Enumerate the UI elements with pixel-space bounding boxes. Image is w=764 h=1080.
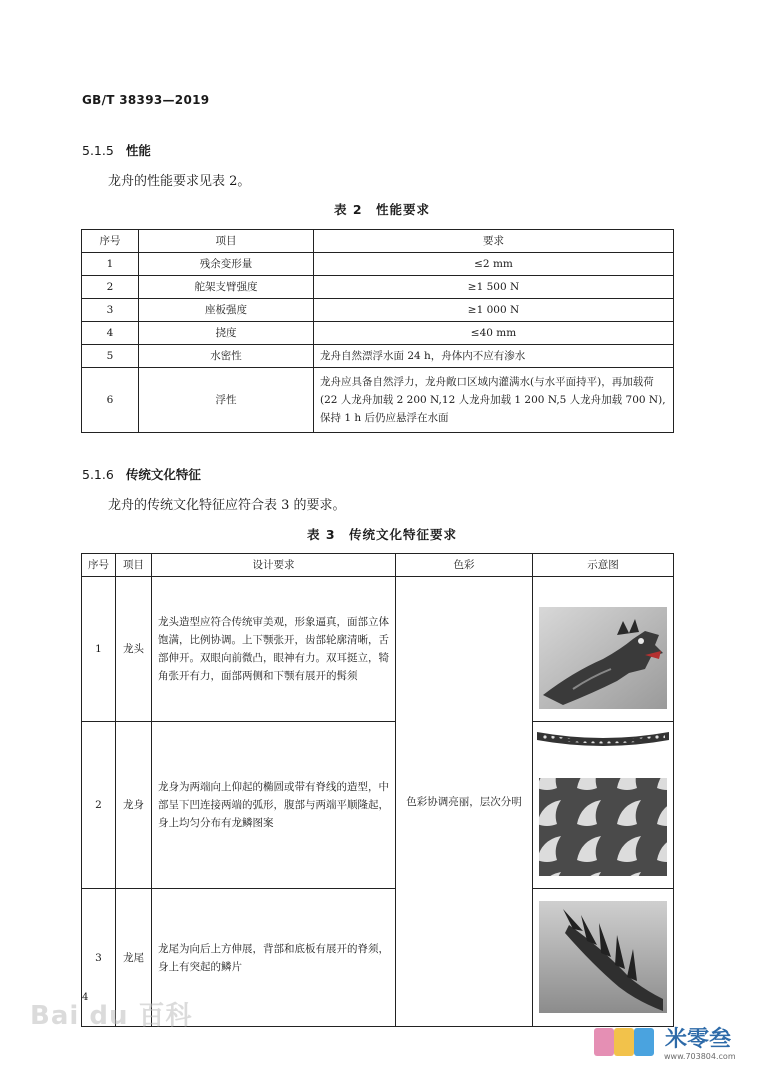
table2: [81, 229, 674, 433]
table-row: [82, 322, 674, 345]
section-516-paragraph: 龙舟的传统文化特征应符合表 3 的要求。: [108, 498, 346, 513]
color-requirement: 色彩协调亮丽，层次分明: [396, 577, 533, 1027]
dragon-body-image: [533, 722, 674, 889]
row-requirement: ≤2 mm: [314, 253, 674, 276]
row-item: 浮性: [139, 368, 314, 433]
row-item: 挠度: [139, 322, 314, 345]
row-item: 龙头: [116, 577, 152, 722]
row-item: 座板强度: [139, 299, 314, 322]
dragon-tail-image: [533, 889, 674, 1027]
site-logo-icon: [592, 1022, 662, 1062]
section-515-paragraph: 龙舟的性能要求见表 2。: [108, 174, 251, 189]
row-number: 5: [82, 345, 139, 368]
row-item: 残余变形量: [139, 253, 314, 276]
row-item: 龙尾: [116, 889, 152, 1027]
table2-header-cell: 项目: [139, 230, 314, 253]
table3-header-cell: 色彩: [396, 554, 533, 577]
row-number: 1: [82, 577, 116, 722]
row-requirement: ≥1 000 N: [314, 299, 674, 322]
row-number: 2: [82, 276, 139, 299]
table-row: [82, 253, 674, 276]
row-number: 2: [82, 722, 116, 889]
row-number: 3: [82, 299, 139, 322]
section-515-heading: [82, 141, 151, 159]
table2-header-row: [82, 230, 674, 253]
table3-header-cell: 设计要求: [152, 554, 396, 577]
site-url: www.703804.com: [664, 1052, 736, 1061]
site-brand: 米零叁: [665, 1027, 732, 1052]
table-row: [82, 276, 674, 299]
row-number: 4: [82, 322, 139, 345]
row-item: 舵架支臂强度: [139, 276, 314, 299]
section-title: 性能: [125, 143, 151, 158]
row-design-requirement: 龙头造型应符合传统审美观，形象逼真，面部立体饱满，比例协调。上下颚张开，齿部轮廓清晰，舌部伸开。双眼向前微凸，眼神有力。双耳挺立，犄角张开有力，面部两侧和下颚有展开的髯须: [152, 577, 396, 722]
row-number: 1: [82, 253, 139, 276]
table3: [81, 553, 674, 1027]
standard-code: GB/T 38393—2019: [82, 93, 210, 107]
row-requirement: ≤40 mm: [314, 322, 674, 345]
table-row: [82, 722, 674, 889]
row-requirement: 龙舟自然漂浮水面 24 h，舟体内不应有渗水: [314, 345, 674, 368]
section-number: 5.1.6: [82, 467, 114, 482]
page-mark: 4: [82, 992, 89, 1003]
table-row: [82, 368, 674, 433]
table-row: [82, 345, 674, 368]
section-number: 5.1.5: [82, 143, 114, 158]
table3-header-row: [82, 554, 674, 577]
row-design-requirement: 龙尾为向后上方伸展，背部和底板有展开的脊须，身上有突起的鳞片: [152, 889, 396, 1027]
table2-title: 表 2 性能要求: [333, 202, 431, 217]
row-number: 6: [82, 368, 139, 433]
table3-header-cell: 示意图: [533, 554, 674, 577]
table3-title: 表 3 传统文化特征要求: [306, 527, 458, 542]
row-requirement: 龙舟应具备自然浮力，龙舟敞口区域内灌满水(与水平面持平)，再加载荷(22 人龙舟加载 2 200 N,12 人龙舟加载 1 200 N,5 人龙舟加载 700 N),保持 1 h 后仍应悬浮在水面: [314, 368, 674, 433]
row-requirement: ≥1 500 N: [314, 276, 674, 299]
row-design-requirement: 龙身为两端向上仰起的椭圆或带有脊线的造型，中部呈下凹连接两端的弧形，腹部与两端平顺隆起，身上均匀分布有龙鳞图案: [152, 722, 396, 889]
row-number: 3: [82, 889, 116, 1027]
dragon-head-image: [533, 577, 674, 722]
row-item: 水密性: [139, 345, 314, 368]
section-516-heading: [82, 465, 201, 483]
section-title: 传统文化特征: [125, 467, 201, 482]
table2-header-cell: 序号: [82, 230, 139, 253]
table3-header-cell: 序号: [82, 554, 116, 577]
table-row: [82, 577, 674, 722]
baidu-watermark: Bai du 百科: [30, 1001, 193, 1031]
row-item: 龙身: [116, 722, 152, 889]
table-row: [82, 299, 674, 322]
table3-header-cell: 项目: [116, 554, 152, 577]
table2-header-cell: 要求: [314, 230, 674, 253]
